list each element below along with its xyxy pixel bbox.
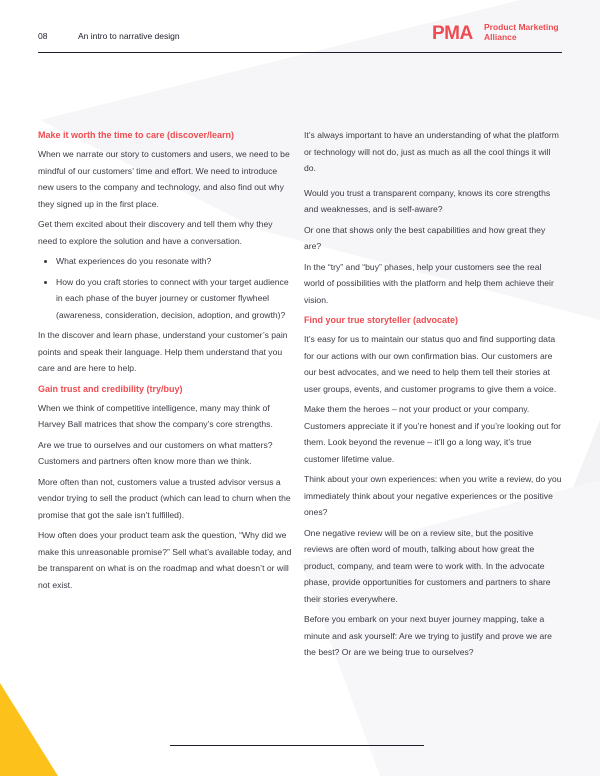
paragraph: It’s always important to have an understanding of what the platform or technology will not do, just as much as all the cool things it will do.	[304, 130, 559, 173]
paragraph: When we think of competitive intelligence, many may think of Harvey Ball matrices that show the company’s core strengths.	[38, 402, 273, 429]
paragraph: When we narrate our story to customers and users, we need to be mindful of our customers’ time and effort. We need to introduce new users to the company and technology, and also find out why they signed up in the first place.	[38, 149, 290, 209]
logo-mark: PMA	[432, 23, 473, 44]
heading-try-buy: Gain trust and credibility (try/buy)	[38, 383, 183, 394]
paragraph: Would you trust a transparent company, knows its core strengths and weaknesses, and is self-aware?	[304, 187, 551, 214]
footer-divider	[170, 745, 424, 746]
left-column	[38, 127, 294, 597]
pma-logo	[432, 20, 562, 46]
logo-line-2: Alliance	[484, 32, 517, 42]
yellow-corner-triangle	[0, 683, 58, 776]
paragraph: It’s easy for us to maintain our status quo and find supporting data for our actions with our own confirmation bias. Our customers are our best advocates, and we need to help them tell their stories at user groups, events, and customer programs to give them a voice.	[304, 334, 557, 394]
bullet-list	[38, 253, 294, 323]
paragraph: Or one that shows only the best capabilities and how great they are?	[304, 224, 546, 251]
paragraph: Think about your own experiences: when you write a review, do you immediately think about your negative experiences or the positive ones?	[304, 474, 562, 517]
bullet-item: • What experiences do you resonate with?	[56, 253, 294, 270]
paragraph: How often does your product team ask the question, “Why did we make this unreasonable promise?” Sell what’s available today, and be transparent on what is on the roadmap and what doesn’t or will not exist.	[38, 530, 292, 590]
page-number: 08	[38, 31, 48, 41]
heading-discover-learn: Make it worth the time to care (discover/learn)	[38, 130, 235, 140]
right-column	[304, 127, 562, 665]
paragraph: Are we true to ourselves and our customers on what matters? Customers and partners often know more than we think.	[38, 439, 273, 466]
heading-advocate: Find your true storyteller (advocate)	[304, 315, 459, 325]
header-divider	[38, 52, 562, 53]
paragraph: Make them the heroes – not your product or your company. Customers appreciate it if you’re honest and if you’re looking out for them. Look beyond the revenue – it’ll go a long way, it’s true customer lifetime value.	[304, 404, 561, 464]
paragraph: One negative review will be on a review site, but the positive reviews are often word of mouth, talking about how great the product, company, and team were to work with. In the advocate phase, provide opportunities for customers and partners to share their stories everywhere.	[304, 527, 551, 604]
bullet-item: • How do you craft stories to connect with your target audience in each phase of the buyer journey or customer flywheel (awareness, consideration, decision, adoption, and growth)?	[56, 274, 294, 324]
logo-text	[484, 22, 559, 42]
paragraph: Get them excited about their discovery and tell them why they need to explore the solution and have a conversation.	[38, 219, 273, 246]
page-header	[38, 18, 562, 52]
paragraph: In the discover and learn phase, understand your customer’s pain points and speak their language. Help them understand that you care and are here to help.	[38, 330, 288, 373]
header-title: An intro to narrative design	[78, 31, 180, 41]
paragraph: More often than not, customers value a trusted advisor versus a vendor trying to sell the product (which can lead to churn when the promise that got the sale isn’t fulfilled).	[38, 476, 291, 520]
paragraph: In the “try” and “buy” phases, help your customers see the real world of possibilities with the platform and help them achieve their vision.	[304, 261, 554, 305]
paragraph: Before you embark on your next buyer journey mapping, take a minute and ask yourself: Are we trying to justify and prove we are the best? Or are we being true to ourselves?	[304, 614, 552, 657]
logo-line-1: Product Marketing	[484, 22, 559, 32]
